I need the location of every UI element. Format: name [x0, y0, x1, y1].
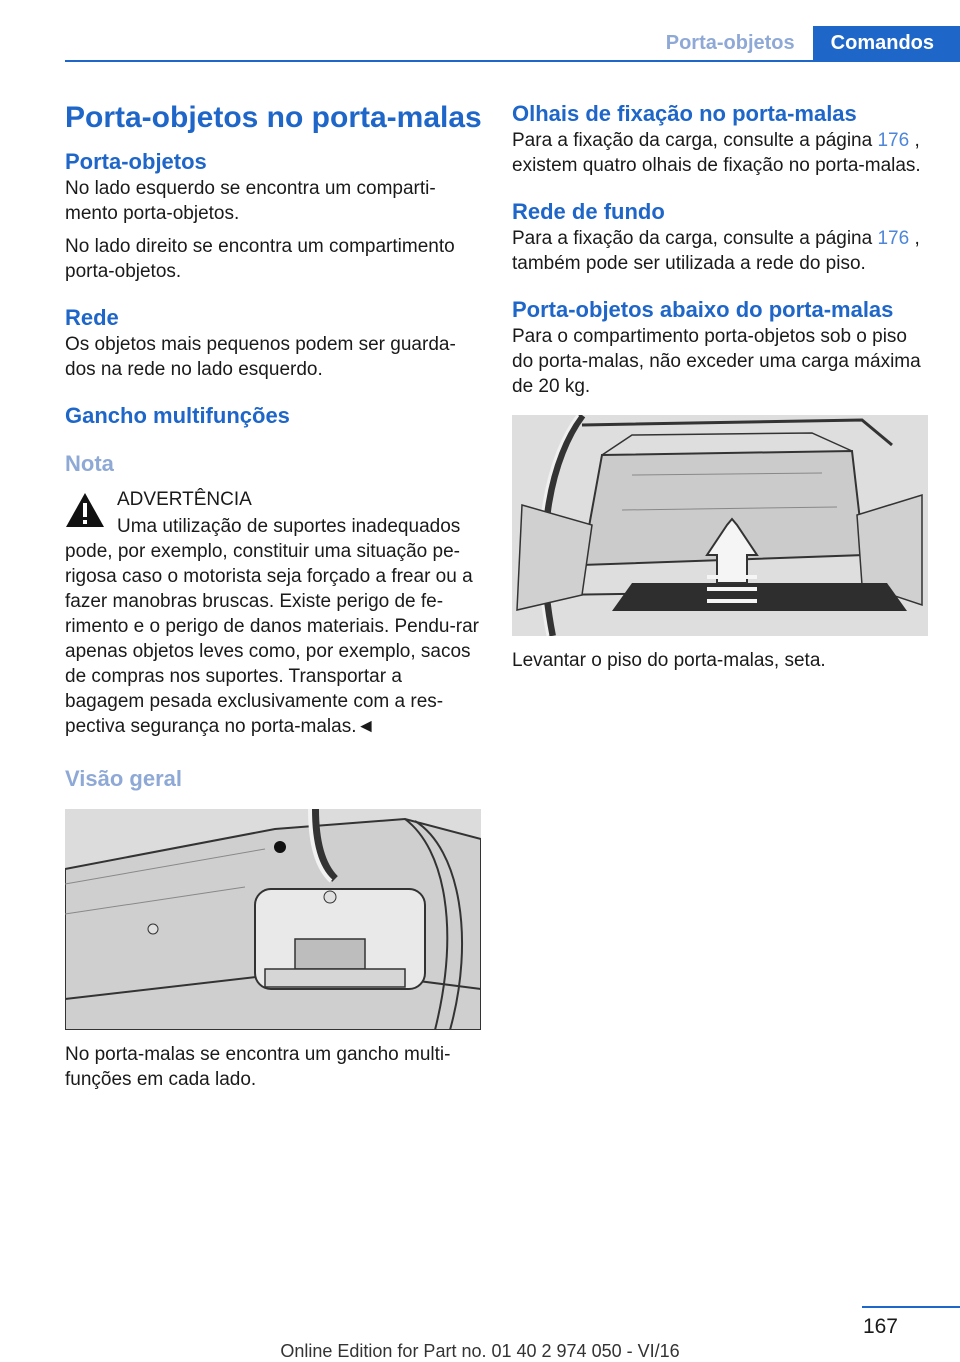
overview-caption: No porta-malas se encontra um gancho multi-funções em cada lado. — [65, 1044, 451, 1090]
under-floor-caption: Levantar o piso do porta-malas, seta. — [512, 650, 826, 671]
net-paragraph: Os objetos mais pequenos podem ser guarda-dos na rede no lado esquerdo. — [65, 334, 456, 380]
page-title: Porta-objetos no porta-malas — [65, 101, 482, 134]
under-floor-heading: Porta-objetos abaixo do porta-malas — [512, 297, 894, 322]
header-tabs — [648, 26, 960, 60]
eyelets-heading: Olhais de fixação no porta-malas — [512, 101, 857, 126]
eyelets-paragraph: Para a fixação da carga, consulte a página 176 , existem quatro olhais de fixação no porta-malas. — [512, 130, 921, 176]
warning-text: Uma utilização de suportes inadequados pode, por exemplo, constituir uma situação pe-rigosa caso o motorista seja forçado a frear ou a fazer manobras bruscas. Existe perigo de fe-rimento e o perigo de danos materiais. Pendu-rar apenas objetos leves como, por exemplo, sacos de compras nos suportes. Transportar a bagagem pesada exclusivamente com a res-pectiva segurança no porta-malas.◄ — [65, 516, 480, 737]
left-column — [65, 100, 483, 1092]
storage-paragraph-1: No lado esquerdo se encontra um comparti-mento porta-objetos. — [65, 178, 436, 224]
edition-footer: Online Edition for Part no. 01 40 2 974 050 - VI/16 — [280, 1341, 680, 1361]
note-heading: Nota — [65, 451, 114, 476]
storage-paragraph-2: No lado direito se encontra um compartimento porta-objetos. — [65, 236, 455, 282]
page-link-176-b[interactable]: 176 — [877, 228, 910, 249]
storage-heading: Porta-objetos — [65, 149, 207, 174]
trunk-side-illustration — [65, 809, 481, 1030]
overview-heading: Visão geral — [65, 766, 182, 791]
header-rule — [65, 60, 960, 62]
net-heading: Rede — [65, 305, 119, 330]
section-tab[interactable]: Porta-objetos — [648, 26, 813, 60]
hook-heading: Gancho multifunções — [65, 403, 290, 428]
under-floor-paragraph: Para o compartimento porta-objetos sob o piso do porta-malas, não exceder uma carga máxima de 20 kg. — [512, 326, 921, 397]
warning-box — [65, 486, 483, 739]
floor-net-heading: Rede de fundo — [512, 199, 665, 224]
footer-rule — [862, 1306, 960, 1308]
right-column — [512, 100, 930, 673]
page-link-176[interactable]: 176 — [877, 130, 910, 151]
chapter-tab[interactable]: Comandos — [813, 26, 960, 60]
floor-net-paragraph: Para a fixação da carga, consulte a página 176 , também pode ser utilizada a rede do piso. — [512, 228, 920, 274]
warning-title: ADVERTÊNCIA — [117, 489, 252, 510]
trunk-floor-illustration — [512, 415, 928, 636]
page-number: 167 — [862, 1315, 898, 1338]
warning-triangle-icon — [65, 492, 105, 528]
